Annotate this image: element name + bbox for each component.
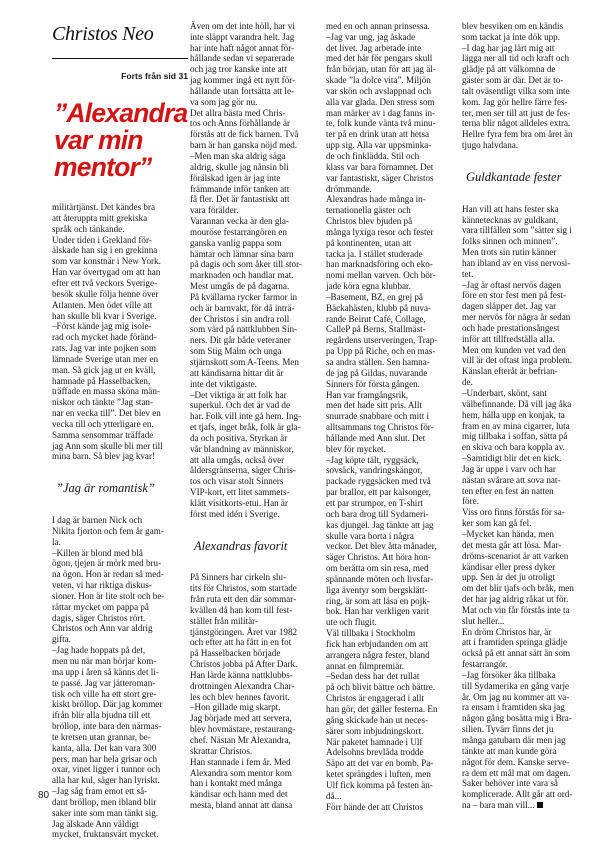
subheading-favorite: Alexandras favorit bbox=[194, 538, 288, 553]
pull-quote: ”Alexandra var min mentor” bbox=[54, 98, 188, 183]
article-title: Christos Neo bbox=[52, 22, 154, 45]
body-text bbox=[462, 204, 598, 811]
subheading-fester: Guldkantade fester bbox=[466, 169, 562, 184]
column-2 bbox=[190, 10, 326, 822]
subheading-romantic: ”Jag är romantisk” bbox=[56, 481, 155, 496]
body-text: med en och annan prinsessa. –Jag var ung, jag åskade det livet. Jag arbetade inte med det här för pengars skull från början, utan för att jag äl- skade ”la dolce vita”. Miljön var skön och avslappnad och alla var glada. Den stress som man märker av i dag fanns in- te, folk kunde vänta två minu- ter på en drink utan att hetsa upp sig. Alla var uppsminka- de och finklädda. Stil och klass var bara förnamnet. Det var fantastiskt, säger Christos drömmande. Alexandras hade många in- ternationella gäster och Christos blev bjuden på många lyxiga resor och fester på kontinenten, utan att tacka ja. I stället studerade han marknadsföring och eko- nomi mellan varven. Och bör- jade köra egna klubbar. –Basement, BZ, en grej på Bäckahästen, klubb på nuva- rande Beirut Café, Collage, CalleP på Berns, Stallmäst- regårdens utserveringen, Trap- pa Upp på Riche, och en mas- sa andra ställen. Sen hamna- de jag på Gildas, nuvarande Sinners för första gången. Han var framgångsrik, men det hade sitt pris. Allt snurrade snabbare och mitt i alltsammans tog Christos för- hållande med Ann slut. Det blev för mycket. –Jag köpte tält, ryggsäck, sovsäck, vandringskängor, packade ryggsäcken med två par brallor, ett par kalsonger, ett par strumpor, en T-shirt och bara drog till Sydameri- kas djungel. Jag tänkte att jag skulle vara borta i några veckor. Det blev åtta månader, säger Christos. Att höra hon- om berätta om sin resa, med spännande möten och livsfar- liga äventyr som bergsklätt- ring, är som att läsa en pojk- bok. Han har verkligen varit ute och flugit. Väl tillbaka i Stockholm fick han erbjudanden om att arrangera några fester, bland annat en filmpremiär. –Sedan dess har det rullat på och blivit bättre och bättre. Christos är engagerad i allt han gör, det gäller festerna. En gång skickade han ut neces- särer som inbjudningskort. När paketet hamnade i Ulf Adelsohns brevlåda trodde Säpo att det var en bomb. Pa- ketet sprängdes i luften, men Ulf fick komma på festen än- då... Förr hände det att Christos bbox=[326, 20, 438, 812]
page-number: 80 bbox=[38, 790, 50, 801]
body-text: Även om det inte höll, har vi inte släppt varandra helt. Jag har inte haft något annat för- hållande sedan vi separerade och jag tror kanske inte att jag kommer ingå ett nytt för- hållande utan fortsätta att le- va som jag gör nu. Det allra bästa med Chris- tos och Anns förhållande är förstås att de fick barnen. Två barn är han ganska nöjd med. –Men man ska aldrig säga aldrig, skulle jag nånsin bli förälskad igen är jag inte främmande inför tanken att få fler. Det är fantastiskt att vara förälder. Varannan vecka är den gla- mouröse festarrangören en ganska vanlig pappa som hämtar och lämnar sina barn på dagis och som åker till stor- marknaden och handlar mat. Mest umgås de på dagarna. På kvällarna rycker farmor in och är barnvakt, för då inträ- der Christos i sin andra roll som värd på nattklubben Sin- ners. Dit går både veteraner som Stig Malm och unga stjärnskott som A-Teens. Men att kändisarna hittar dit är inte det viktigaste. –Det viktiga är att folk har superkul. Och det är vad de har. Folk vill inte gå hem. Ing- et tjafs, inget bråk, folk är gla- da och positiva. Styrkan är vår blandning av människor, att alla umgås, också över åldersgränserna, säger Chris- tos och visar stolt Sinners VIP-kort, ett litet sammets- klätt visitkorts-etui. Han är först med idén i Sverige. bbox=[190, 20, 302, 519]
continued-from-note: Forts från sid 31 bbox=[121, 70, 188, 81]
column-4 bbox=[462, 10, 598, 822]
end-of-article-mark bbox=[537, 802, 543, 808]
body-text-end: Han vill att hans fester ska kännetecknas av guldkant, vara tillfällen som ”sätter sig i folks sinnen och minnen”. Men trots sin rutin känner han ibland av en viss nervosi- tet. –Jag är oftast nervös dagen före en stor fest men på fest- dagen släpper det. Jag var mer nervös för några år sedan och hade prestationsångest inför att tillfredställa alla. Men om kunden vet vad den vill är det oftast inga problem. Känslan efteråt är befrian- de. –Underbart, skönt, sant välbefinnande. Då vill jag åka hem, hälla upp en konjak, ta fram en av mina cigarrer, luta mig tillbaka i soffan, sätta på en skiva och bara koppla av. –Samtidigt blir det en kick. Jag är uppe i varv och har nästan svårare att sova nat- ten efter en fest än natten före. Viss oro finns förstås för sa- ker som kan gå fel. –Mycket kan hända, men det mesta går att lösa. Mar- dröms-scenariot är att varken kändisar eller press dyker upp. Sen är det ju otroligt om det blir tjafs och bråk, men det har jag aldrig råkat ut för. Mat och vin får förstås inte ta slut heller... En dröm Christos har, är att i framtiden springa glädje också på ett annat sätt än som festarrangör. –Jag försöker åka tillbaka till Sydamerika en gång varje år. Om jag nu kommer att va- ra ensam i framtiden ska jag någon gång bosätta mig i Bra- silien. Tyvärr finns det ju många gatubarn där men jag tänkte att man kunde göra något för dem. Kanske serve- ra dem ett mål mat om dagen. Saker behöver inte vara så komplicerade. Allt går att ord- na – bara man vill... bbox=[462, 203, 574, 811]
title-rule bbox=[52, 58, 188, 59]
body-text: I dag är barnen Nick och Nikita fjorton och fem år gam- la. –Killen är blond med blå ögon, tjejen är mörk med bru- na ögon. Hon är redan så med- veten, vi har riktiga diskus- sioner. Hon är lite stolt och be- rättar mycket om pappa på dagis, säger Christos rört. Christos och Ann var aldrig gifta. –Jag hade hoppats på det, men nu när man börjar kom- ma upp i åren så känns det li- te passé. Jag var jätteroman- tisk och ville ha ett stort gre- kiskt bröllop. Där jag kommer ifrån blir alla bjudna till ett bröllop, inte bara den närmas- te kretsen utan grannar, be- kanta, alla. Det kan vara 300 pers, man har hela grisar och oxar, vinet ligger i tunnor och alla har kul, säger han lyriskt. –Jag såg fram emot ett så- dant bröllop, men ibland blir saker inte som man tänkt sig. Jag älskade Ann väldigt mycket, fruktansvärt mycket. bbox=[52, 515, 165, 840]
column-3 bbox=[326, 10, 462, 823]
column-1 bbox=[52, 12, 188, 851]
body-text: militärtjänst. Det kändes bra att återuppta mitt grekiska språk och tänkande. Under tiden i Grekland för- älskade han sig i en grekinna som var konstnär i New York. Han var övertygad om att han efter ett två veckors Sverige- besök skulle följa henne över Atlanten. Men ödet ville att han skulle bli kvar i Sverige. –Först kände jag mig isole- rad och mycket hade föränd- rats. Jag var inte pojken som lämnade Sverige utan mer en man. Så gick jag ut en kväll, hamnade på Hasselbacken, träffade en massa sköna män- niskor och tänkte ”Jag stan- nar en vecka till”. Det blev en vecka till och ytterligare en. Samma sensommar träffade jag Ann som skulle bli mer till mina barn. Så blev jag kvar! bbox=[52, 202, 163, 462]
body-text: På Sinners har cirkeln slu- tits för Christos, som startade från ruta ett den där sommar- kvällen då han kom till fest- stället från militär- tjänstgöringen. Året var 1982 och efter att ha fått in en fot på Hasselbacken började Christos jobba på After Dark. Han lärde känna nattklubbs- drottningen Alexandra Char- les och blev hennes favorit. –Hon gillade mig skarpt. Jag började med att servera, blev hovmästare, restaurang- chef. Nästan Mr Alexandra, skrattar Christos. Han stannade i fem år. Med Alexandra som mentor kom han i kontakt med många kändisar och hann med det mesta, bland annat att dansa bbox=[190, 572, 298, 811]
body-text: blev besviken om en kändis som tackat ja inte dök upp. –I dag har jag lärt mig att lägga ner all tid och kraft och glädje på att välkomna de gäster som är där. Det är to- talt oväsentligt vilka som inte kom. Jag gör hellre färre fes- ter, men ser till att just de fes- terna blir något alldeles extra. Hellre fyra fem bra om året än tjugo halvdana. bbox=[462, 20, 573, 151]
